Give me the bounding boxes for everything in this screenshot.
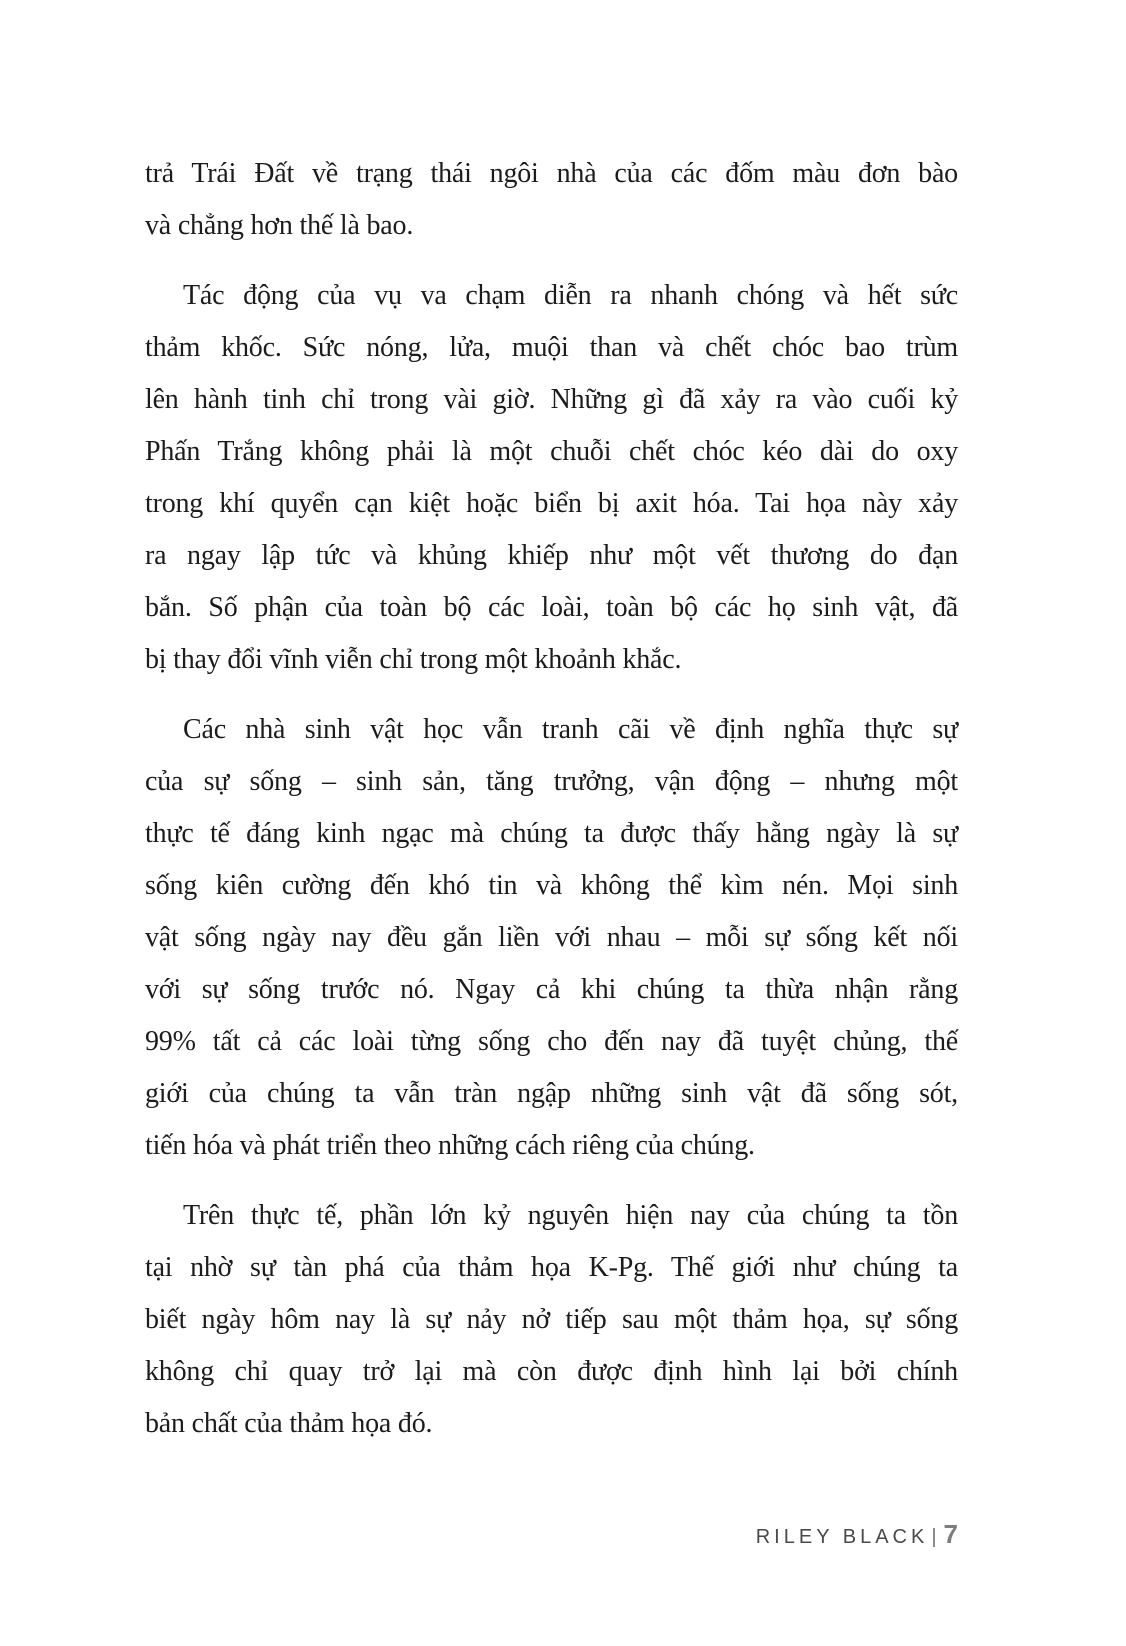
paragraph [145, 270, 958, 686]
text-line: tại nhờ sự tàn phá của thảm họa K-Pg. Thế giới như chúng ta [145, 1252, 958, 1283]
text-line: và chẳng hơn thế là bao. [145, 210, 414, 241]
text-line: bắn. Số phận của toàn bộ các loài, toàn bộ các họ sinh vật, đã [145, 592, 958, 623]
text-line: Tác động của vụ va chạm diễn ra nhanh chóng và hết sức [183, 280, 958, 311]
text-line: của sự sống – sinh sản, tăng trưởng, vận động – nhưng một [145, 766, 958, 797]
text-line: biết ngày hôm nay là sự nảy nở tiếp sau một thảm họa, sự sống [145, 1304, 958, 1335]
text-line: 99% tất cả các loài từng sống cho đến nay đã tuyệt chủng, thế [145, 1026, 958, 1057]
text-line: trả Trái Đất về trạng thái ngôi nhà của các đốm màu đơn bào [145, 158, 958, 189]
text-line: Phấn Trắng không phải là một chuỗi chết chóc kéo dài do oxy [145, 436, 958, 467]
text-line: trong khí quyển cạn kiệt hoặc biển bị axit hóa. Tai họa này xảy [145, 488, 958, 519]
text-line: bản chất của thảm họa đó. [145, 1408, 433, 1439]
text-line: thực tế đáng kinh ngạc mà chúng ta được thấy hằng ngày là sự [145, 818, 958, 849]
page-number: 7 [943, 1519, 958, 1549]
running-footer-author: RILEY BLACK [755, 1526, 929, 1548]
text-line: ra ngay lập tức và khủng khiếp như một vết thương do đạn [145, 540, 958, 571]
paragraph [145, 1190, 958, 1450]
text-line: với sự sống trước nó. Ngay cả khi chúng ta thừa nhận rằng [145, 974, 958, 1005]
text-line: giới của chúng ta vẫn tràn ngập những sinh vật đã sống sót, [145, 1078, 958, 1109]
text-line: không chỉ quay trở lại mà còn được định hình lại bởi chính [145, 1356, 958, 1387]
text-line: vật sống ngày nay đều gắn liền với nhau – mỗi sự sống kết nối [145, 922, 958, 953]
text-line: tiến hóa và phát triển theo những cách riêng của chúng. [145, 1130, 755, 1161]
text-line: lên hành tinh chỉ trong vài giờ. Những gì đã xảy ra vào cuối kỷ [145, 384, 958, 415]
text-line: Trên thực tế, phần lớn kỷ nguyên hiện nay của chúng ta tồn [183, 1200, 958, 1231]
footer-divider: | [931, 1526, 937, 1548]
paragraph [145, 148, 958, 252]
page-footer [756, 1519, 958, 1550]
text-line: Các nhà sinh vật học vẫn tranh cãi về định nghĩa thực sự [183, 714, 958, 745]
text-line: sống kiên cường đến khó tin và không thể kìm nén. Mọi sinh [145, 870, 958, 901]
text-line: bị thay đổi vĩnh viễn chỉ trong một khoảnh khắc. [145, 644, 682, 675]
page-text [145, 148, 958, 1450]
text-line: thảm khốc. Sức nóng, lửa, muội than và chết chóc bao trùm [145, 332, 958, 363]
paragraph [145, 704, 958, 1172]
